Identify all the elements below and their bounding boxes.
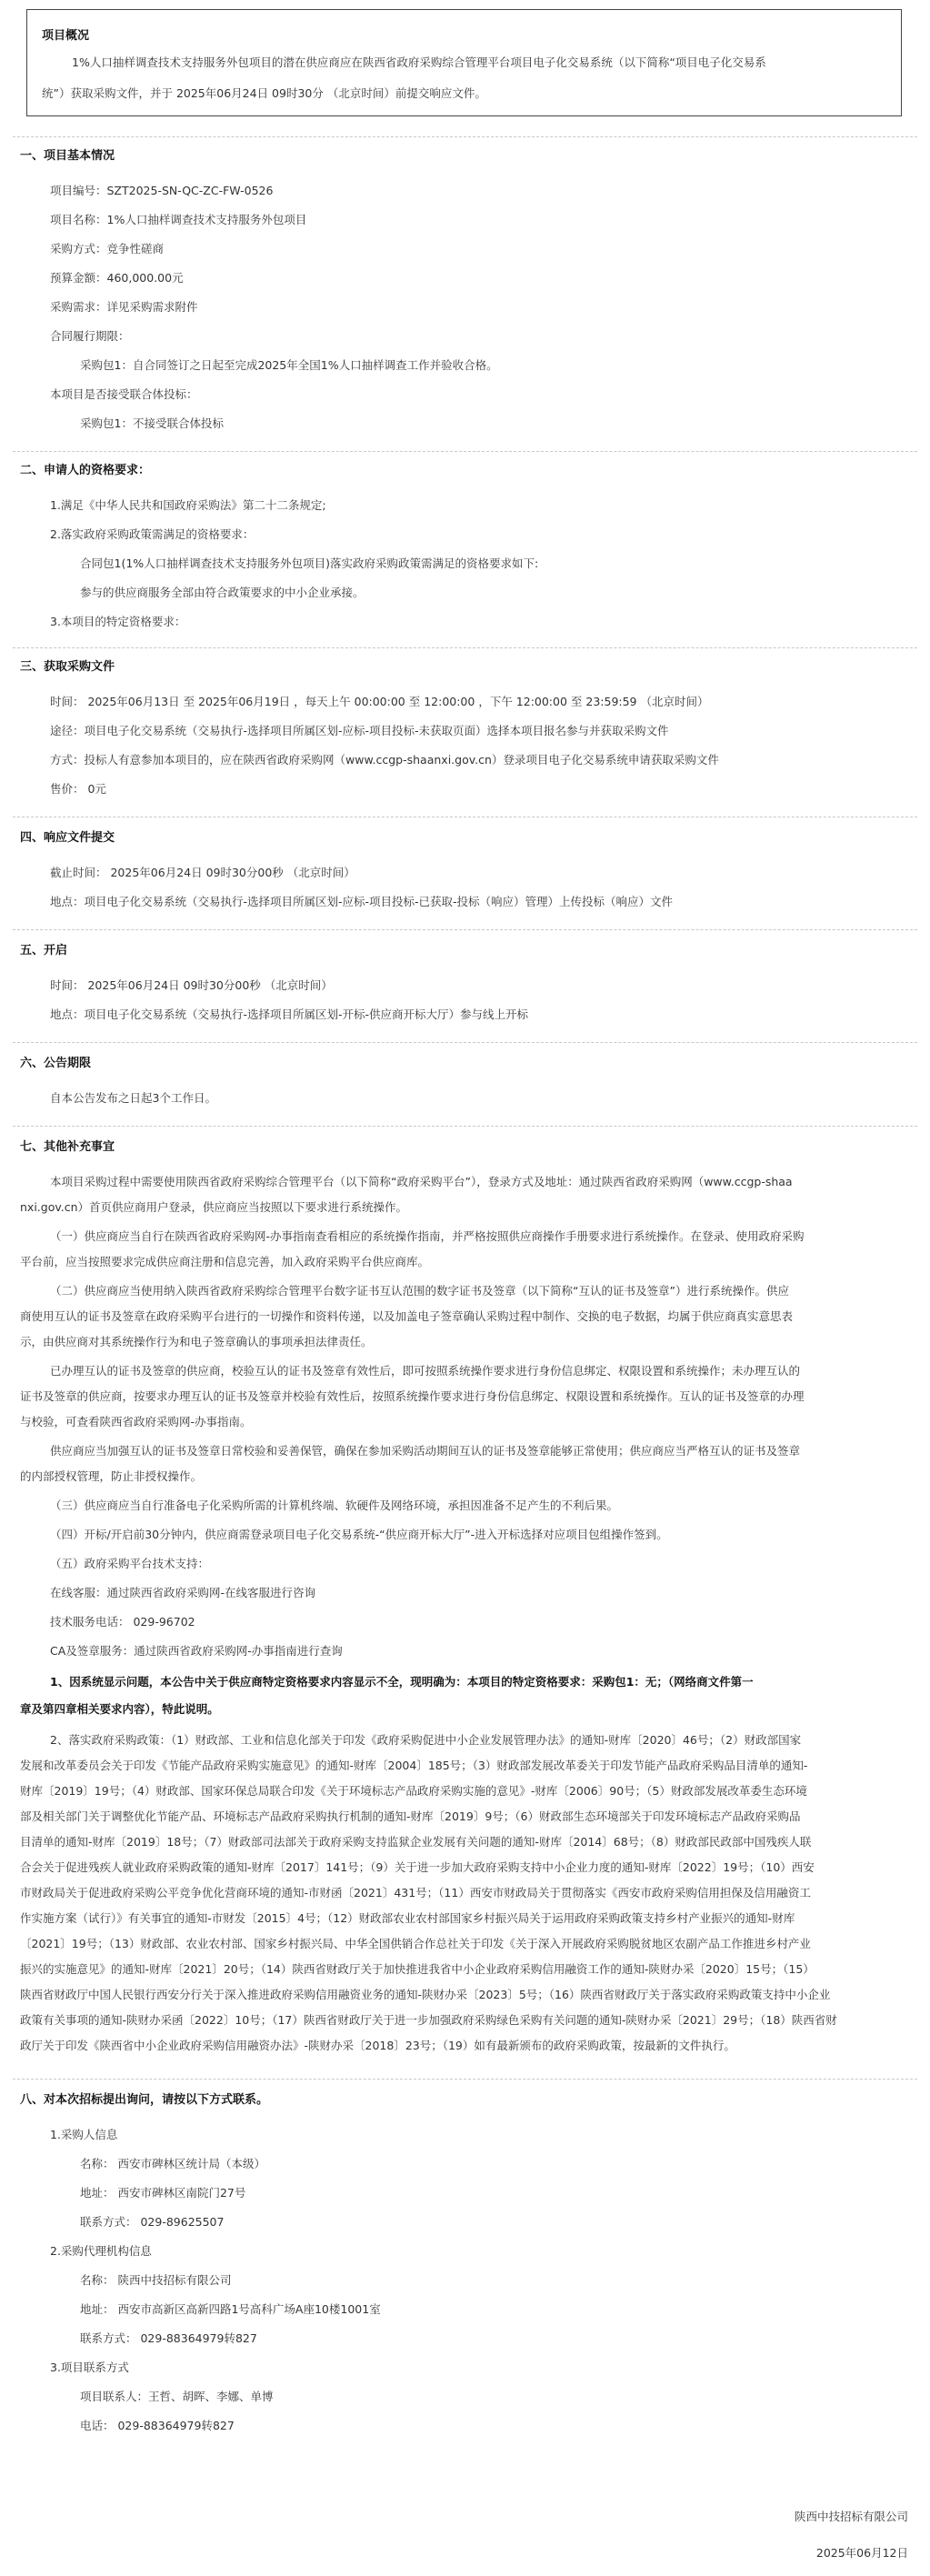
policy-line: 财库〔2019〕19号；（4）财政部、国家环保总局联合印发《关于环境标志产品政府采购实施的意见》-财库〔2006〕90号；（5）财政部发展改革委生态环境: [20, 1784, 807, 1798]
submit-place: 地点：项目电子化交易系统（交易执行-选择项目所属区划-应标-项目投标-已获取-投标（响应）管理）上传投标（响应）文件: [50, 895, 674, 908]
footer-date: 2025年06月12日: [815, 2546, 908, 2560]
section-4-title: 四、响应文件提交: [20, 831, 115, 845]
consortium-package: 采购包1：不接受联合体投标: [80, 416, 224, 430]
buyer-info-heading: 1.采购人信息: [50, 2128, 118, 2141]
policy-line: 合会关于促进残疾人就业政府采购政策的通知-财库〔2017〕141号；（9）关于进一步加大政府采购支持中小企业力度的通知-财库〔2022〕19号；（10）西安: [20, 1860, 815, 1874]
supplement-p4-line: 已办理互认的证书及签章的供应商，校验互认的证书及签章有效性后，即可按照系统操作要求进行身份信息绑定、权限设置和系统操作；未办理互认的: [50, 1364, 801, 1378]
policy-line: 目清单的通知-财库〔2019〕18号；（7）财政部司法部关于政府采购支持监狱企业发展有关问题的通知-财库〔2014〕68号；（8）财政部民政部中国残疾人联: [20, 1835, 812, 1849]
obtain-way: 途径：项目电子化交易系统（交易执行-选择项目所属区划-应标-项目投标-未获取页面）选择本项目报名参与并获取采购文件: [50, 724, 669, 737]
buyer-name: 名称： 西安市碑林区统计局（本级）: [80, 2157, 265, 2170]
footer-organization: 陕西中技招标有限公司: [794, 2510, 908, 2523]
policy-line: 发展和改革委员会关于印发《节能产品政府采购实施意见》的通知-财库〔2004〕185号；（3）财政部发展改革委关于印发节能产品政府采购品目清单的通知-: [20, 1759, 808, 1772]
special-note-line: 章及第四章相关要求内容），特此说明。: [20, 1702, 219, 1716]
procurement-needs: 采购需求：详见采购需求附件: [50, 300, 198, 314]
obtain-time: 时间： 2025年06月13日 至 2025年06月19日 ，每天上午 00:00:00 至 12:00:00 ，下午 12:00:00 至 23:59:59 （北京时间）: [50, 695, 709, 708]
special-note-line: 1、因系统显示问题，本公告中关于供应商特定资格要求内容显示不全，现明确为：本项目的特定资格要求：采购包1：无；（网络商文件第一: [50, 1675, 754, 1689]
section-2-title: 二、申请人的资格要求：: [20, 464, 151, 477]
overview-line-1: 1%人口抽样调查技术支持服务外包项目的潜在供应商应在陕西省政府采购综合管理平台项目电子化交易系统（以下简称“项目电子化交易系: [72, 55, 766, 69]
policy-line: 陕西省财政厅中国人民银行西安分行关于深入推进政府采购信用融资业务的通知-陕财办采〔2023〕5号；（16）陕西省财政厅关于落实政府采购政策支持中小企业: [20, 1988, 831, 2001]
supplement-p7: （四）开标/开启前30分钟内，供应商需登录项目电子化交易系统-“供应商开标大厅”-进入开标选择对应项目包组操作签到。: [50, 1528, 668, 1541]
qualification-1: 1.满足《中华人民共和国政府采购法》第二十二条规定;: [50, 498, 326, 512]
supplement-p5-line: 的内部授权管理，防止非授权操作。: [20, 1469, 203, 1483]
contract-period-package: 采购包1：自合同签订之日起至完成2025年全国1%人口抽样调查工作并验收合格。: [80, 358, 498, 372]
contract-period-label: 合同履行期限：: [50, 329, 130, 343]
budget-amount: 预算金额：460,000.00元: [50, 271, 184, 285]
announcement-period: 自本公告发布之日起3个工作日。: [50, 1091, 216, 1105]
tech-support-phone: 技术服务电话： 029-96702: [50, 1615, 195, 1629]
overview-title: 项目概况: [42, 29, 90, 43]
supplement-p4-line: 与校验，可查看陕西省政府采购网-办事指南。: [20, 1415, 252, 1428]
supplement-p1-line: nxi.gov.cn）首页供应商用户登录，供应商应当按照以下要求进行系统操作。: [20, 1200, 408, 1214]
contact-heading: 3.项目联系方式: [50, 2360, 129, 2374]
overview-line-2: 统”）获取采购文件，并于 2025年06月24日 09时30分 （北京时间）前提交响应文件。: [42, 86, 486, 100]
divider: [13, 1126, 917, 1127]
supplement-p6: （三）供应商应当自行准备电子化采购所需的计算机终端、软硬件及网络环境，承担因准备不足产生的不利后果。: [50, 1498, 619, 1512]
policy-line: 市财政局关于促进政府采购公平竞争优化营商环境的通知-市财函〔2021〕431号；（11）西安市财政局关于贯彻落实《西安市政府采购信用担保及信用融资工: [20, 1886, 811, 1899]
online-service: 在线客服：通过陕西省政府采购网-在线客服进行咨询: [50, 1586, 316, 1599]
opening-time: 时间： 2025年06月24日 09时30分00秒 （北京时间）: [50, 978, 333, 992]
contact-people: 项目联系人：王哲、胡晖、李娜、单博: [80, 2390, 274, 2403]
procurement-method: 采购方式：竞争性磋商: [50, 242, 165, 256]
section-6-title: 六、公告期限: [20, 1057, 92, 1070]
policy-line: 部及相关部门关于调整优化节能产品、环境标志产品政府采购执行机制的通知-财库〔2019〕9号；（6）财政部生态环境部关于印发环境标志产品政府采购品: [20, 1809, 801, 1823]
policy-line: 作实施方案（试行）》有关事宜的通知-市财发〔2015〕4号；（12）财政部农业农村部国家乡村振兴局关于运用政府采购政策支持乡村产业振兴的通知-财库: [20, 1911, 795, 1925]
policy-line: 〔2021〕19号；（13）财政部、农业农村部、国家乡村振兴局、中华全国供销合作总社关于印发《关于深入开展政府采购脱贫地区农副产品工作推进乡村产业: [20, 1937, 811, 1950]
policy-line: 2、落实政府采购政策：（1）财政部、工业和信息化部关于印发《政府采购促进中小企业发展管理办法》的通知-财库〔2020〕46号；（2）财政部国家: [50, 1733, 802, 1747]
divider: [13, 647, 917, 648]
section-8-title: 八、对本次招标提出询问，请按以下方式联系。: [20, 2093, 269, 2107]
supplement-p4-line: 证书及签章的供应商，按要求办理互认的证书及签章并校验有效性后，按照系统操作要求进行身份信息绑定、权限设置和系统操作。互认的证书及签章的办理: [20, 1389, 805, 1403]
divider: [13, 136, 917, 137]
obtain-price: 售价： 0元: [50, 782, 106, 796]
agent-name: 名称： 陕西中技招标有限公司: [80, 2273, 232, 2287]
supplement-p3-line: 示，由供应商对其系统操作行为和电子签章确认的事项承担法律责任。: [20, 1335, 373, 1348]
buyer-phone: 联系方式： 029-89625507: [80, 2215, 225, 2229]
supplement-p5-line: 供应商应当加强互认的证书及签章日常校验和妥善保管，确保在参加采购活动期间互认的证书及签章能够正常使用；供应商应当严格互认的证书及签章: [50, 1444, 801, 1458]
opening-place: 地点：项目电子化交易系统（交易执行-选择项目所属区划-开标-供应商开标大厅）参与线上开标: [50, 1007, 529, 1021]
supplement-p1-line: 本项目采购过程中需要使用陕西省政府采购综合管理平台（以下简称“政府采购平台”），登录方式及地址：通过陕西省政府采购网（www.ccgp-shaa: [50, 1175, 793, 1188]
buyer-address: 地址： 西安市碑林区南院门27号: [80, 2186, 246, 2200]
supplement-p8: （五）政府采购平台技术支持：: [50, 1557, 210, 1570]
policy-line: 政策有关事项的通知-陕财办采函〔2022〕10号；（17）陕西省财政厅关于进一步加强政府采购绿色采购有关问题的通知-陕财办采〔2021〕29号；（18）陕西省财: [20, 2013, 837, 2027]
project-name: 项目名称：1%人口抽样调查技术支持服务外包项目: [50, 213, 307, 226]
section-7-title: 七、其他补充事宜: [20, 1140, 115, 1154]
section-3-title: 三、获取采购文件: [20, 660, 115, 674]
policy-line: 政厅关于印发《陕西省中小企业政府采购信用融资办法》-陕财办采〔2018〕23号；（19）如有最新颁布的政府采购政策，按最新的文件执行。: [20, 2039, 735, 2052]
qualification-3: 3.本项目的特定资格要求：: [50, 615, 186, 628]
supplement-p2-line: 平台前，应当按照要求完成供应商注册和信息完善，加入政府采购平台供应商库。: [20, 1255, 430, 1268]
submit-deadline: 截止时间： 2025年06月24日 09时30分00秒 （北京时间）: [50, 866, 355, 879]
obtain-mode: 方式：投标人有意参加本项目的，应在陕西省政府采购网（www.ccgp-shaanxi.gov.cn）登录项目电子化交易系统申请获取采购文件: [50, 753, 719, 767]
supplement-p2-line: （一）供应商应当自行在陕西省政府采购网-办事指南查看相应的系统操作指南，并严格按照供应商操作手册要求进行系统操作。在登录、使用政府采购: [50, 1229, 805, 1243]
divider: [13, 929, 917, 930]
agent-address: 地址： 西安市高新区高新四路1号高科广场A座10楼1001室: [80, 2302, 381, 2316]
supplement-p3-line: （二）供应商应当使用纳入陕西省政府采购综合管理平台数字证书互认范围的数字证书及签章（以下简称“互认的证书及签章”）进行系统操作。供应: [50, 1284, 789, 1298]
project-number: 项目编号：SZT2025-SN-QC-ZC-FW-0526: [50, 184, 274, 197]
divider: [13, 1042, 917, 1043]
contact-phone: 电话： 029-88364979转827: [80, 2419, 235, 2432]
policy-line: 振兴的实施意见》的通知-财库〔2021〕20号；（14）陕西省财政厅关于加快推进我省中小企业政府采购信用融资工作的通知-陕财办采〔2020〕15号；（15）: [20, 1962, 815, 1976]
ca-service: CA及签章服务：通过陕西省政府采购网-办事指南进行查询: [50, 1644, 343, 1658]
supplement-p3-line: 商使用互认的证书及签章在政府采购平台进行的一切操作和资料传递，以及加盖电子签章确认采购过程中制作、交换的电子数据，均属于供应商真实意思表: [20, 1309, 794, 1323]
section-1-title: 一、项目基本情况: [20, 149, 115, 163]
qualification-2-detail: 合同包1(1%人口抽样调查技术支持服务外包项目)落实政府采购政策需满足的资格要求如下:: [80, 556, 539, 570]
qualification-2: 2.落实政府采购政策需满足的资格要求：: [50, 527, 255, 541]
agent-info-heading: 2.采购代理机构信息: [50, 2244, 152, 2258]
section-5-title: 五、开启: [20, 944, 68, 957]
consortium-label: 本项目是否接受联合体投标：: [50, 387, 198, 401]
qualification-2-sme: 参与的供应商服务全部由符合政策要求的中小企业承接。: [80, 586, 365, 599]
agent-phone: 联系方式： 029-88364979转827: [80, 2331, 257, 2345]
divider: [13, 2079, 917, 2080]
divider: [13, 451, 917, 452]
